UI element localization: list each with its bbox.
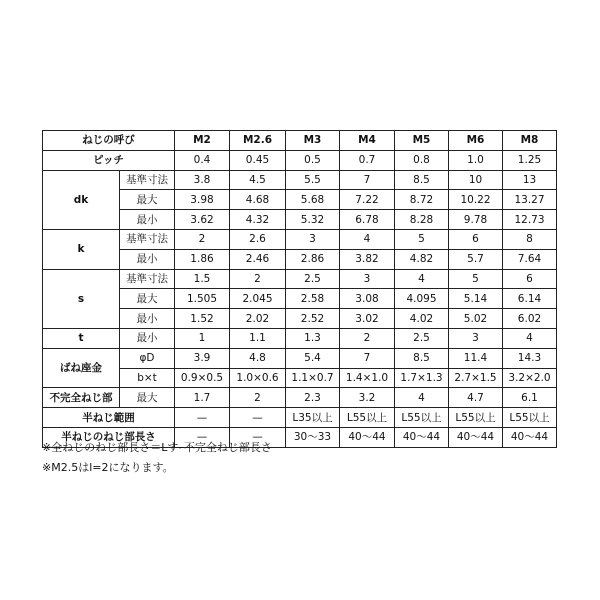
half-range-label: 半ねじ範囲 [43,408,175,428]
value-cell: 1.7 [175,388,230,408]
sub-label: 最大 [120,289,175,309]
value-cell: 3.98 [175,190,230,210]
sub-label: 基準寸法 [120,170,175,190]
value-cell: 40～44 [503,427,557,447]
notes [42,438,272,478]
s-row [43,269,557,289]
value-cell: 5.4 [286,348,340,368]
value-cell: 8 [503,229,557,249]
dk-row [43,210,557,230]
value-cell: 8.28 [395,210,449,230]
value-cell: — [230,427,286,447]
value-cell: 2 [230,388,286,408]
value-cell: — [230,408,286,428]
t-label: t [43,328,120,348]
value-cell: 13.27 [503,190,557,210]
value-cell: 8.72 [395,190,449,210]
value-cell: 40～44 [340,427,395,447]
value-cell: 2 [340,328,395,348]
sub-label: 基準寸法 [120,229,175,249]
value-cell: 5.14 [449,289,503,309]
value-cell: 3 [449,328,503,348]
value-cell: L35以上 [286,408,340,428]
dk-row [43,170,557,190]
half-length-label: 半ねじのねじ部長さ [43,427,175,447]
value-cell: 4.095 [395,289,449,309]
value-cell: 1.505 [175,289,230,309]
spec-table-body [43,131,557,448]
sub-label: b×t [120,368,175,388]
value-cell: 6.14 [503,289,557,309]
value-cell: 8.5 [395,348,449,368]
value-cell: 5.68 [286,190,340,210]
value-cell: 2 [230,269,286,289]
value-cell: 3.02 [340,309,395,329]
s-row [43,289,557,309]
sub-label: 最大 [120,190,175,210]
size-header: M2 [175,131,230,151]
value-cell: 0.4 [175,150,230,170]
sub-label: 最小 [120,249,175,269]
value-cell: L55以上 [503,408,557,428]
pitch-label: ピッチ [43,150,175,170]
value-cell: 2.3 [286,388,340,408]
value-cell: 5.5 [286,170,340,190]
sub-label: 基準寸法 [120,269,175,289]
value-cell: 2.86 [286,249,340,269]
value-cell: 6.02 [503,309,557,329]
value-cell: 2.46 [230,249,286,269]
value-cell: 2 [175,229,230,249]
value-cell: 3.9 [175,348,230,368]
dk-label: dk [43,170,120,229]
value-cell: 5 [395,229,449,249]
corner-label: ねじの呼び [43,131,175,151]
value-cell: 1.7×1.3 [395,368,449,388]
sub-label: 最小 [120,328,175,348]
value-cell: 3.8 [175,170,230,190]
incomplete-label: 不完全ねじ部 [43,388,120,408]
value-cell: 1.4×1.0 [340,368,395,388]
value-cell: 2.58 [286,289,340,309]
value-cell: 7 [340,348,395,368]
value-cell: 5 [449,269,503,289]
k-row [43,229,557,249]
value-cell: 4 [395,269,449,289]
value-cell: L55以上 [449,408,503,428]
value-cell: 7.22 [340,190,395,210]
value-cell: 2.02 [230,309,286,329]
value-cell: 2.5 [286,269,340,289]
value-cell: 6 [449,229,503,249]
value-cell: — [175,408,230,428]
s-row [43,309,557,329]
note-thread-length: ※全ねじのねじ部長さ＝Lすｰ不完全ねじ部長さ [42,441,272,454]
value-cell: 40～44 [395,427,449,447]
value-cell: — [175,427,230,447]
value-cell: 1.0×0.6 [230,368,286,388]
value-cell: 1.1 [230,328,286,348]
value-cell: 8.5 [395,170,449,190]
value-cell: 7.64 [503,249,557,269]
value-cell: 9.78 [449,210,503,230]
size-header: M8 [503,131,557,151]
sub-label: 最大 [120,388,175,408]
size-header: M4 [340,131,395,151]
value-cell: 2.5 [395,328,449,348]
sub-label: 最小 [120,210,175,230]
size-header: M3 [286,131,340,151]
value-cell: 1 [175,328,230,348]
value-cell: 0.7 [340,150,395,170]
value-cell: 3 [340,269,395,289]
value-cell: 2.52 [286,309,340,329]
dk-row [43,190,557,210]
sub-label: 最小 [120,309,175,329]
value-cell: 5.7 [449,249,503,269]
value-cell: 1.52 [175,309,230,329]
value-cell: 4 [503,328,557,348]
value-cell: 0.8 [395,150,449,170]
k-row [43,249,557,269]
value-cell: 3 [286,229,340,249]
value-cell: 12.73 [503,210,557,230]
value-cell: 40～44 [449,427,503,447]
value-cell: 1.1×0.7 [286,368,340,388]
value-cell: 4.82 [395,249,449,269]
value-cell: 6.1 [503,388,557,408]
pitch-row [43,150,557,170]
size-header: M2.6 [230,131,286,151]
washer-label: ばね座金 [43,348,120,388]
value-cell: 4.02 [395,309,449,329]
value-cell: 2.6 [230,229,286,249]
sub-label: φD [120,348,175,368]
value-cell: 6 [503,269,557,289]
value-cell: 4.7 [449,388,503,408]
value-cell: 14.3 [503,348,557,368]
value-cell: 3.82 [340,249,395,269]
value-cell: 5.32 [286,210,340,230]
value-cell: 0.5 [286,150,340,170]
value-cell: 10.22 [449,190,503,210]
note-m25: ※M2.5はl=2になります。 [42,461,174,474]
incomplete-thread-row [43,388,557,408]
value-cell: 11.4 [449,348,503,368]
washer-row [43,368,557,388]
value-cell: 0.45 [230,150,286,170]
value-cell: 13 [503,170,557,190]
value-cell: 1.3 [286,328,340,348]
value-cell: 3.2 [340,388,395,408]
value-cell: 2.7×1.5 [449,368,503,388]
washer-row [43,348,557,368]
value-cell: 3.62 [175,210,230,230]
value-cell: 1.25 [503,150,557,170]
value-cell: 4.5 [230,170,286,190]
value-cell: 3.2×2.0 [503,368,557,388]
value-cell: 0.9×0.5 [175,368,230,388]
value-cell: L55以上 [340,408,395,428]
value-cell: 30～33 [286,427,340,447]
value-cell: 4.8 [230,348,286,368]
value-cell: 5.02 [449,309,503,329]
value-cell: 3.08 [340,289,395,309]
value-cell: 6.78 [340,210,395,230]
half-thread-range-row [43,408,557,428]
value-cell: 4.68 [230,190,286,210]
value-cell: 2.045 [230,289,286,309]
value-cell: 7 [340,170,395,190]
k-label: k [43,229,120,269]
size-header: M6 [449,131,503,151]
value-cell: 1.0 [449,150,503,170]
value-cell: L55以上 [395,408,449,428]
s-label: s [43,269,120,328]
value-cell: 10 [449,170,503,190]
value-cell: 4 [395,388,449,408]
value-cell: 4.32 [230,210,286,230]
t-row [43,328,557,348]
value-cell: 1.5 [175,269,230,289]
header-row [43,131,557,151]
spec-table [42,130,557,448]
size-header: M5 [395,131,449,151]
value-cell: 1.86 [175,249,230,269]
value-cell: 4 [340,229,395,249]
